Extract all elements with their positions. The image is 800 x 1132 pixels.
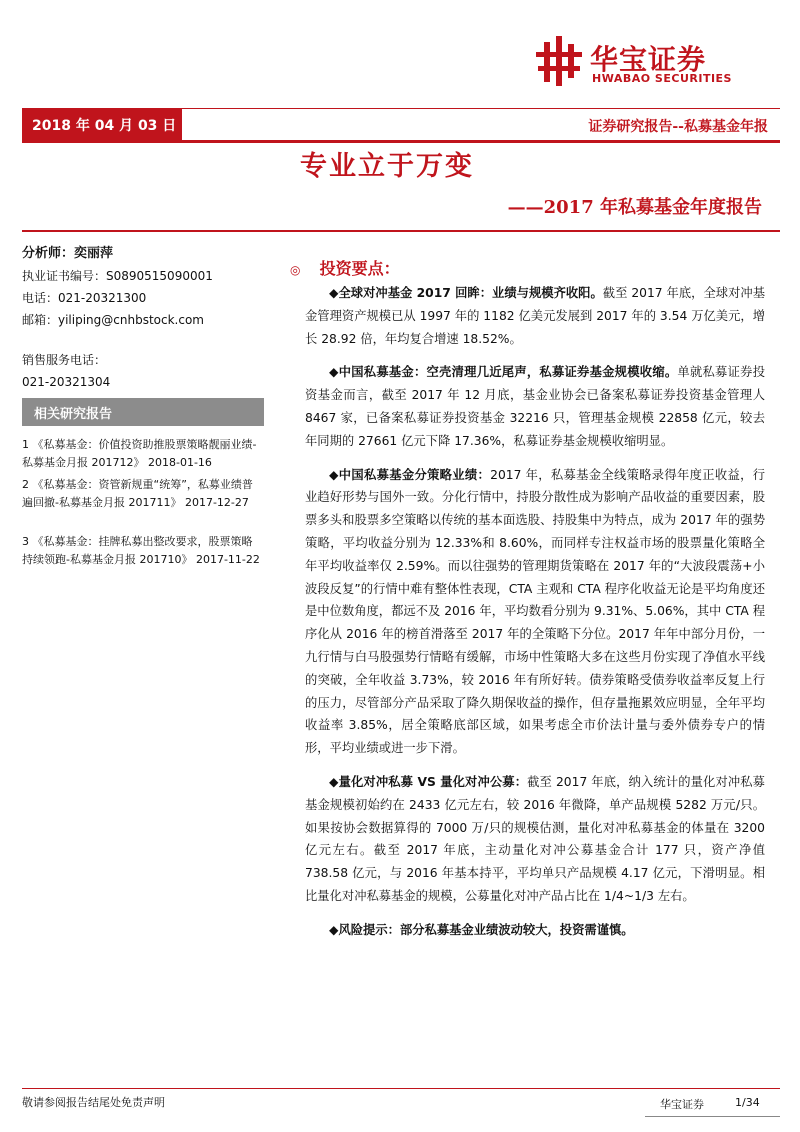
sub-title: ——2017 年私募基金年度报告 — [507, 197, 762, 218]
analyst-name: 分析师：奕丽萍 — [22, 246, 114, 261]
logo-name-en: HWABAO SECURITIES — [592, 72, 732, 85]
company-logo — [536, 36, 766, 92]
target-icon: ◎ — [290, 263, 301, 277]
footer-underline — [645, 1116, 780, 1117]
related-report-item[interactable]: 3 《私募基金：挂牌私募出整改要求，股票策略持续领跑-私募基金月报 201710》 2017-11-22 — [22, 535, 260, 566]
key-point-lead: ◆全球对冲基金 2017 回眸：业绩与规模齐收阳。 — [329, 286, 603, 300]
report-date: 2018 年 04 月 03 日 — [32, 118, 177, 134]
key-point-lead: ◆中国私募基金分策略业绩： — [329, 467, 491, 482]
analyst-phone: 电话：021-20321300 — [22, 291, 147, 305]
key-point-lead: ◆中国私募基金：空壳清理几近尾声，私募证券基金规模收缩。 — [329, 365, 678, 380]
logo-name-cn: 华宝证券 — [590, 43, 707, 76]
key-points-label: 投资要点： — [319, 259, 400, 278]
analyst-email[interactable]: 邮箱：yiliping@cnhbstock.com — [22, 313, 204, 327]
key-points-heading — [290, 256, 400, 279]
header-divider — [22, 140, 780, 143]
key-points-body — [305, 282, 765, 953]
related-reports-title: 相关研究报告 — [34, 407, 113, 422]
key-point-paragraph — [305, 771, 765, 908]
title-divider — [22, 230, 780, 232]
key-point-paragraph — [305, 282, 765, 350]
related-report-item[interactable]: 2 《私募基金：资管新规重“统筹”，私募业绩普遍回撤-私募基金月报 201711》 2017-12-27 — [22, 478, 253, 509]
related-report-item[interactable]: 1 《私募基金：价值投资助推股票策略靓丽业绩-私募基金月报 201712》 2018-01-16 — [22, 438, 257, 469]
key-point-paragraph — [305, 361, 765, 452]
key-point-lead: ◆风险提示：部分私募基金业绩波动较大，投资需谨慎。 — [329, 922, 634, 937]
key-point-text: 截至 2017 年底，全球对冲基金管理资产规模已从 1997 年的 1182 亿美元发展到 2017 年的 3.54 万亿美元，增长 28.92 倍，年均复合增速 18.52%。 — [305, 286, 765, 346]
page-number: 1/34 — [735, 1096, 760, 1109]
key-point-paragraph — [305, 919, 765, 942]
header-top-divider — [182, 108, 780, 109]
key-point-text: 2017 年，私募基金全线策略录得年度正收益，行业趋好形势与国外一致。分化行情中，持股分散性成为影响产品收益的重要因素，股票多头和股票多空策略以传统的基本面选股、持股集中为特点，成为 2017 年的强势策略，平均收益分别为 12.33%和 8.60%，而同样专注权益市场的股票量化策略全年平均收益率仅 2.59%。而以往强势的管理期货策略在 2017 年的“大波段震荡+小波段反复”的行情中难有整体性表现，CTA 主观和 CTA 程序化收益无论是平均角度还是中位数角度，都远不及 2016 年，平均数看分别为 9.31%、5.06%，其中 CTA 程序化从 2016 年的榜首滑落至 2017 年的全策略下分位。2017 年年中部分月份，一九行情与白马股强势行情略有缓解，市场中性策略大多在这些月份实现了净值水平线的突破，全年收益 3.73%，较 2016 年有所好转。债券策略受债券收益率反复上行的压力，尽管部分产品采取了降久期保收益的操作，但存量拖累效应明显，全年平均收益率 3.85%，居全策略底部区域，如果考虑全市价法计量与委外债券专户的情形，平均业绩或进一步下滑。 — [305, 467, 765, 756]
disclaimer-note: 敬请参阅报告结尾处免责声明 — [22, 1096, 165, 1109]
key-point-text: 单就私募证券投资基金而言，截至 2017 年 12 月底，基金业协会已备案私募证券投资基金管理人 8467 家，已备案私募证券投资基金 32216 只，管理基金规模 22858 亿元，较去年同期的 27661 亿元下降 17.36%，私募证券基金规模收缩明显。 — [305, 365, 765, 448]
footer-divider — [22, 1088, 780, 1089]
analyst-cert: 执业证书编号：S0890515090001 — [22, 269, 213, 283]
hwabao-logo-icon — [536, 36, 582, 86]
sales-phone-label: 销售服务电话： — [22, 353, 107, 367]
main-title: 专业立于万变 — [300, 151, 474, 182]
sales-phone: 021-20321304 — [22, 375, 111, 389]
key-point-lead: ◆量化对冲私募 VS 量化对冲公募： — [329, 774, 528, 789]
footer-org: 华宝证券 — [660, 1098, 704, 1111]
key-point-text: 截至 2017 年底，纳入统计的量化对冲私募基金规模初始约在 2433 亿元左右，较 2016 年微降，单产品规模 5282 万元/只。如果按协会数据算得的 7000 万/只的规模估测，量化对冲私募基金的体量在 3200 亿元左右。截至 2017 年底，主动量化对冲公募基金合计 177 只，资产净值 738.58 亿元，与 2016 年基本持平，平均单只产品规模 4.17 亿元，下滑明显。相比量化对冲私募基金的规模，公募量化对冲产品占比在 1/4~1/3 左右。 — [305, 774, 765, 903]
report-type: 证券研究报告--私募基金年报 — [588, 119, 768, 135]
key-point-paragraph — [305, 464, 765, 760]
